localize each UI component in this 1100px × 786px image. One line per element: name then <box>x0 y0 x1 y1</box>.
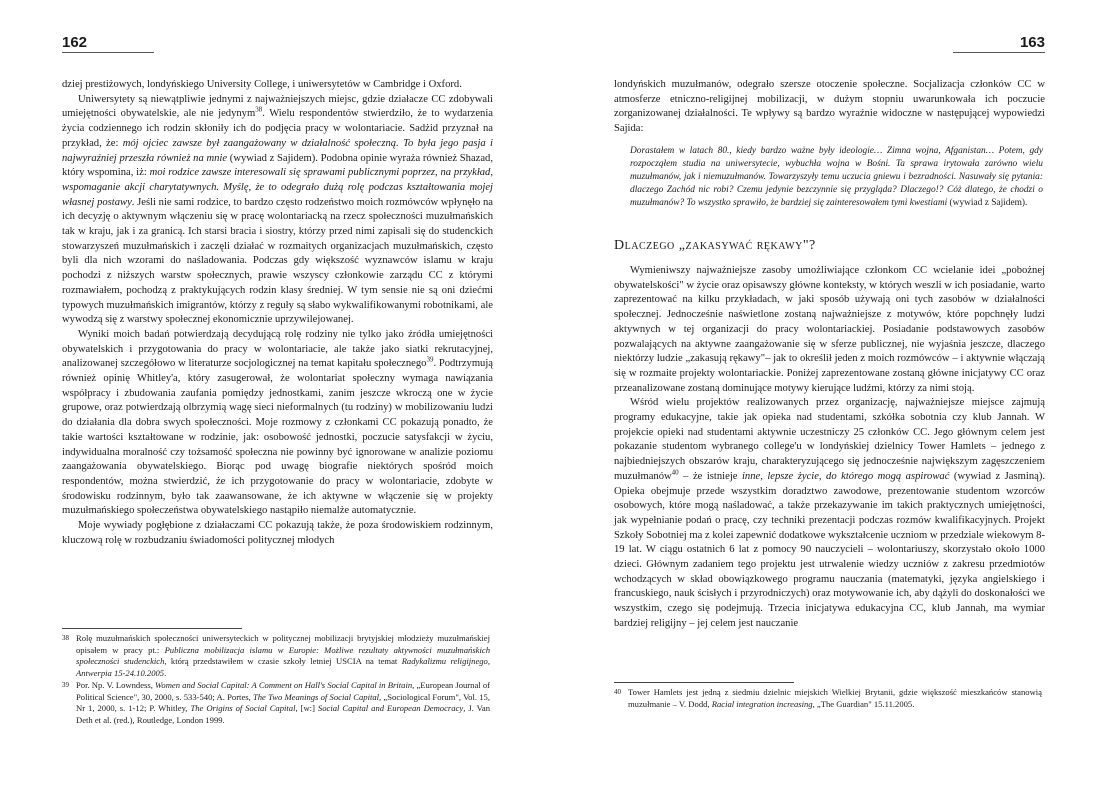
inline-quote: moi rodzice zawsze interesowali się sprawami publicznymi poprzez, na przykład, wspomaganie akcji charytatywnych. Myślę, że to odegrało dużą rolę podczas kształtowania mojej własnej postawy <box>62 167 493 208</box>
paragraph: Wymieniwszy najważniejsze zasoby umożliwiające członkom CC wcielanie idei „pobożnej obywatelskości" w życie oraz opisawszy główne konteksty, w których weszli w ich posiadanie, warto zaprezentować na kilku przykładach, w jaki sposób używają oni tych zasobów w działalności społecznej. Jednocześnie naświetlone zostaną najważniejsze z motywów, które popchnęły ludzi aktywnych w tej organizacji do pracy wolontariackiej. Posiadanie podstawowych zasobów pozwalających na aktywne zaangażowanie się w sferze publicznej, nie wyjaśnia jeszcze, dlaczego niektórzy ludzie „zakasują rękawy"– jak to określił jeden z moich rozmówców – i aktywnie włączają się w rozmaite projekty wolontariackie. Poniżej zaprezentowane zostaną główne inicjatywy CC oraz przeanalizowane zostaną dominujące motywy kierujące ludźmi, którzy za nimi stoją. <box>614 264 1045 394</box>
inline-quote: mój ojciec zawsze był zaangażowany w działalność społeczną. To była jego pasja i najwyraźniej przeszła również na mnie <box>62 137 494 164</box>
inline-quote: inne, lepsze życie, do którego mogą aspirować <box>741 470 950 482</box>
footnote-ref[interactable]: 38 <box>255 105 263 114</box>
block-quote: Dorastałem w latach 80., kiedy bardzo ważne były ideologie… Zimna wojna, Afganistan… Potem, gdy rozpocząłem studia na uniwersytecie, wybuchła wojna w Bośni. Ta sprawa irytowała zarówno wielu muzułmanów, jak i niemuzułmanów. Towarzyszyły temu uczucia gniewu i bezradności. Nasuwały się pytania: dlaczego Zachód nic robi? Czemu jedynie bezczynnie się przygląda? Dlaczego!? Cóż dlatego, że chodzi o muzułmanów? To wszystko sprawiło, że bardziej się zainteresowałem tymi kwestiami (wywiad z Sajidem). <box>630 145 1043 209</box>
paragraph: Wyniki moich badań potwierdzają decydującą rolę rodziny nie tylko jako źródła umiejętności obywatelskich i przygotowania do pracy w wolontariacie, ale także jako siatki rekrutacyjnej, analizowanej szczegółowo w literaturze socjologicznej na temat kapitału społecznego$^{39}$. Podtrzymują również opinię Whitley'a, który zasugerował, że wolontariat społeczny wymaga nawiązania współpracy i zbudowania zaufania pomiędzy jednostkami, zanim jeszcze wkroczą one w życie grupowe, oraz potwierdzają olbrzymią wagę sieci nieformalnych (tu rodziny) w mobilizowaniu ludzi do działania dla dobra swych społeczności. Moje rozmowy z członkami CC pokazują ponadto, że takie wartości kształtowane w rodzinie, jak: osobowość jednostki, poczucie satysfakcji w życiu, indywidualna moralność czy tożsamość społeczna nie powinny być ignorowane w analizie poziomu zaangażowania obywatelskiego. Biorąc pod uwagę biografie niektórych spośród moich respondentów, można stwierdzić, że ich przygotowanie do pracy w wolontariacie, zdobyte w środowisku rodzinnym, było tak zaawansowane, że ich aktywne w włączenie się w projekty muzułmańskiego społeczeństwa obywatelskiego nastąpiło niemalże automatycznie. <box>62 328 493 517</box>
right-page <box>614 0 1045 786</box>
footnote-ref[interactable]: 39 <box>426 355 434 364</box>
paragraph: Wśród wielu projektów realizowanych przez organizację, najważniejsze miejsce zajmują programy edukacyjne, takie jak opieka nad studentami, szkółka sobotnia czy klub Jannah. W projekcie opieki nad studentami aktywnie uczestniczy 25 członków CC. Jego głównym celem jest pokazanie studentom wybranego college'u w londyńskiej dzielnicy Tower Hamlets – jednego z najbiedniejszych obszarów kraju, charakteryzującego się jednocześnie największym zagęszczeniem muzułmanów$^{40}$ – że istnieje inne, lepsze życie, do którego mogą aspirować (wywiad z Jasminą). Opieka obejmuje przede wszystkim doradztwo zawodowe, prezentowanie studentom wzorców osobowych, które mogą naśladować, a także przekazywanie im takich praktycznych umiejętności, jak wypełnianie podań o pracę, czy techniki prezentacji podczas rozmów kwalifikacyjnych. Projekt Szkoły Sobotniej ma z kolei zapewnić dodatkowe wykształcenie uczniom w przedziale wiekowym 8-19 lat. W ciągu ostatnich 6 lat z pomocy 90 nauczycieli – wolontariuszy, skorzystało około 1000 dzieci. Głównym zadaniem tego projektu jest utrwalenie wiedzy uczniów z zakresu przedmiotów wchodzących w skład obowiązkowego programu nauczania (matematyki, języka angielskiego i francuskiego, nauk ścisłych i przyrodniczych) oraz motywowanie ich, aby dążyli do doskonałości we wszystkim, czego się podejmują. Trzecia inicjatywa edukacyjna CC, klub Jannah, ma wymiar bardziej religijny – jej celem jest nauczanie <box>614 397 1045 629</box>
paragraph: dziej prestiżowych, londyńskiego University College, i uniwersytetów w Cambridge i Oxford. <box>62 79 462 90</box>
paragraph: Uniwersytety są niewątpliwie jednymi z najważniejszych miejsc, gdzie działacze CC zdobywali umiejętności obywatelskie, ale nie jedynym$^{38}$. Wielu respondentów stwierdziło, że to wydarzenia życia codziennego ich rodzin skłoniły ich do podjęcia pracy w wolontariacie. Sadżid przyznał na przykład, że: mój ojciec zawsze był zaangażowany w działalność społeczną. To była jego pasja i najwyraźniej przeszła również na mnie (wywiad z Sajidem). Podobna opinie wyraża również Shazad, który wspomina, iż: moi rodzice zawsze interesowali się sprawami publicznymi poprzez, na przykład, wspomaganie akcji charytatywnych. Myślę, że to odegrało dużą rolę podczas kształtowania mojej własnej postawy. Jeśli nie sami rodzice, to bardzo często rodzeństwo moich rozmówców wpłynęło na ich decyzję o aktywnym włączeniu się w pracę wolontariacką na rzecz społeczności muzułmańskich tak w kraju, jak i za granicą. Ich starsi bracia i siostry, którzy przed nimi zapisali się do studenckich stowarzyszeń muzułmańskich i zaczęli działać w rozmaitych organizacjach muzułmańskich, często byli dla nich wzorami do naśladowania. Podczas gdy większość wyznawców islamu w kraju pochodzi z niższych warstw społecznych, prawie wszyscy członkowie zarządu CC z którymi rozmawiałem, pochodzą z praktykujących rodzin klasy średniej. W tym sensie nie są oni dziećmi typowych muzułmańskich imigrantów, którzy z reguły są słabo wykwalifikowanymi robotnikami, ale wywodzą się z warstwy społecznej ekonomicznie uprzywilejowanej. <box>62 93 494 326</box>
left-page <box>62 0 493 786</box>
body-text <box>614 78 1045 632</box>
body-text <box>62 78 493 549</box>
footnote-40: 40 Tower Hamlets jest jedną z siedmiu dzielnic miejskich Wielkiej Brytanii, gdzie większość mieszkańców stanowią muzułmanie – V. Dodd, Racial integration increasing, „The Guardian" 15.11.2005. <box>614 687 1042 709</box>
paragraph: londyńskich muzułmanów, odegrało szersze otoczenie społeczne. Socjalizacja członków CC w atmosferze etniczno-religijnej mobilizacji, w dużym stopniu uwarunkowała ich poczucie zorganizowanej działalności. Te wpływy są bardzo wyraźnie widoczne w następującej wypowiedzi Sajida: <box>614 79 1045 135</box>
footnote-39: 39 Por. Np. V. Lowndess, Women and Social Capital: A Comment on Hall's Social Capital in Britain, „European Journal of Political Science", 30, 2000, s. 533-540; A. Portes, The Two Meanings of Social Capital, „Sociological Forum", Vol. 15, Nr 1, 2000, s. 1-12; P. Whitley, The Origins of Social Capital, [w:] Social Capital and European Democracy, J. Van Deth et al. (red.), Routledge, London 1999. <box>62 680 490 725</box>
footnote-rule <box>62 628 242 629</box>
page-number: 162 <box>62 34 88 51</box>
paragraph: Moje wywiady pogłębione z działaczami CC pokazują także, że poza środowiskiem rodzinnym, kluczową rolę w rozbudzaniu świadomości politycznej młodych <box>62 520 493 546</box>
section-heading: Dlaczego „zakasywać rękawy"? <box>614 238 816 254</box>
footnote-rule <box>614 682 794 683</box>
footnote-ref[interactable]: 40 <box>671 468 679 477</box>
page-number: 163 <box>1019 34 1045 51</box>
header-rule <box>62 52 154 53</box>
header-rule <box>953 52 1045 53</box>
footnote-38: 38 Rolę muzułmańskich społeczności uniwersyteckich w politycznej mobilizacji brytyjskiej młodzieży muzułmańskiej opisałem w pracy pt.: Publiczna mobilizacja islamu w Europie: Możliwe rezultaty aktywności muzułmańskich społeczności studenckich, którą przedstawiłem w czasie szkoły letniej USCIA na temat Radykalizmu religijnego, Antwerpia 15-24.10.2005. <box>62 633 490 678</box>
